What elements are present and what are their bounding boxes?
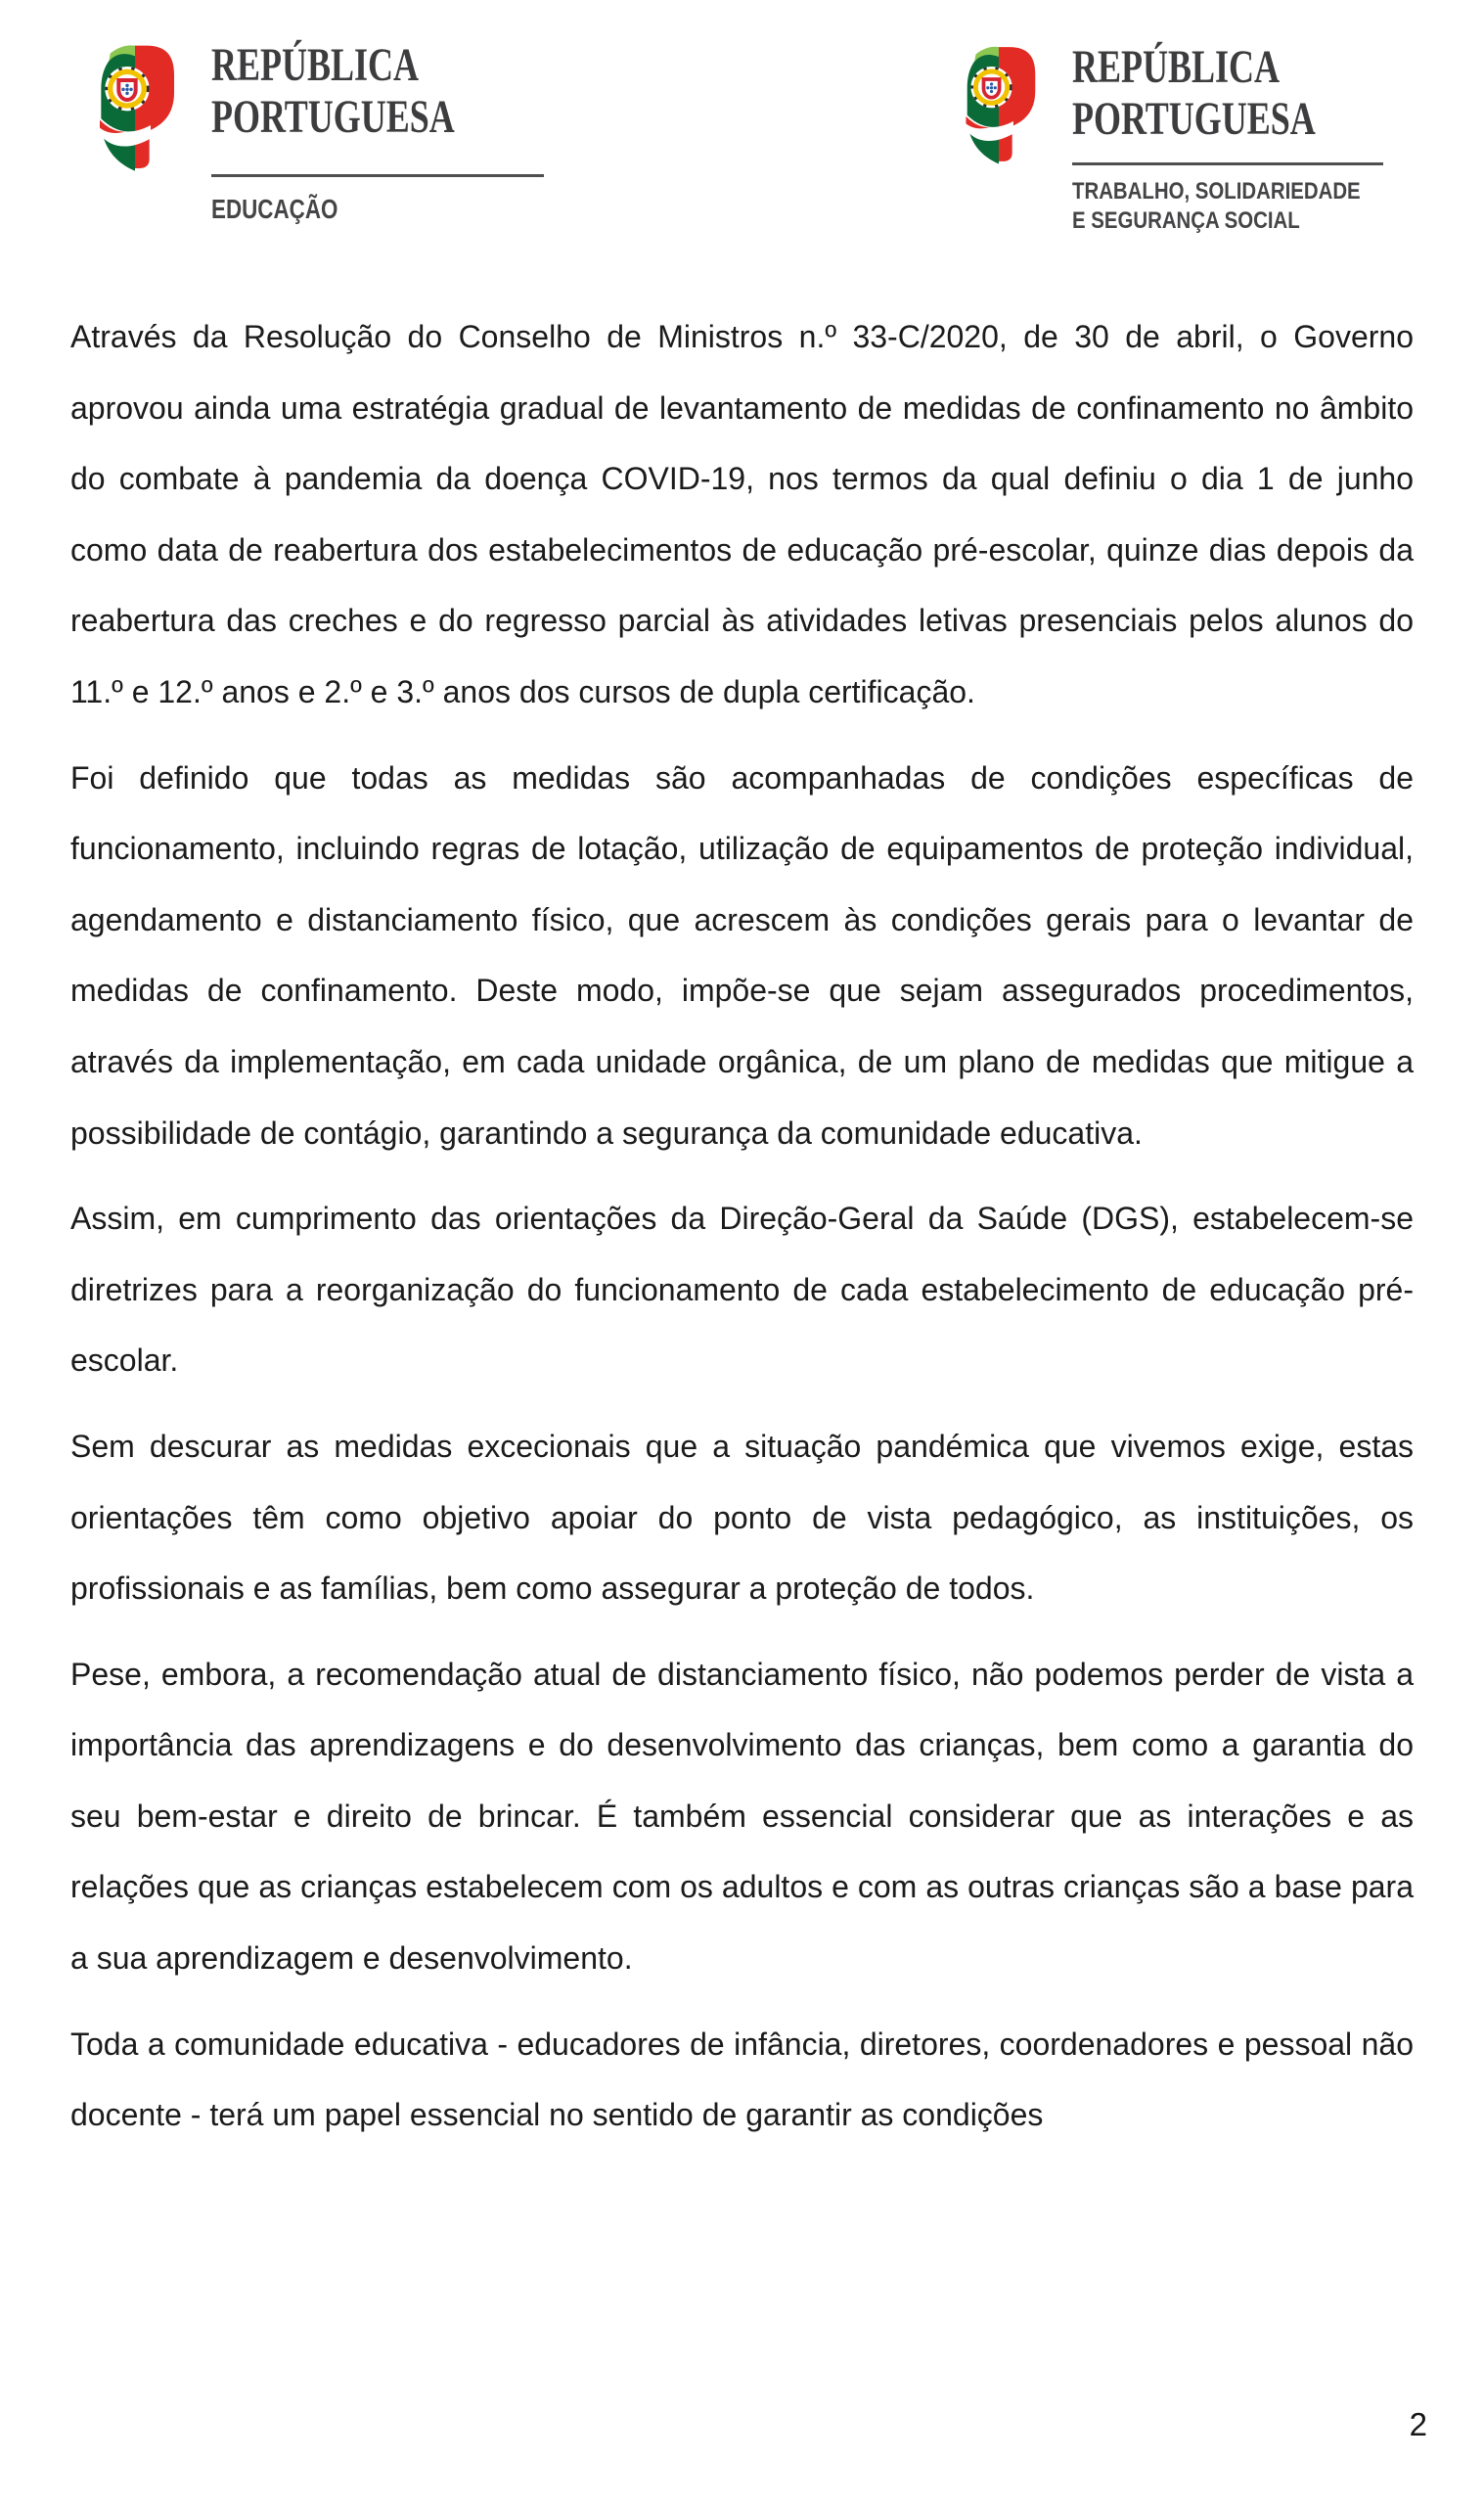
logo-title-line1: REPÚBLICA — [211, 39, 420, 91]
body-paragraph: Através da Resolução do Conselho de Ministros n.º 33-C/2020, de 30 de abril, o Governo aprovou ainda uma estratégia gradual de levantamento de medidas de confinamento no âmbito do combate à pandemia da doença COVID-19, nos termos da qual definiu o dia 1 de junho como data de reabertura dos estabelecimentos de educação pré-escolar, quinze dias depois da reabertura das creches e do regresso parcial às atividades letivas presenciais pelos alunos do 11.º e 12.º anos e 2.º e 3.º anos dos cursos de dupla certificação. — [70, 319, 1414, 709]
body-paragraph: Foi definido que todas as medidas são acompanhadas de condições específicas de funcionamento, incluindo regras de lotação, utilização de equipamentos de proteção individual, agendamento e distanciamento físico, que acrescem às condições gerais para o levantar de medidas de confinamento. Deste modo, impõe-se que sejam assegurados procedimentos, através da implementação, em cada unidade orgânica, de um plano de medidas que mitigue a possibilidade de contágio, garantindo a segurança da comunidade educativa. — [70, 759, 1414, 1151]
body-paragraph: Sem descurar as medidas excecionais que a situação pandémica que vivemos exige, estas orientações têm como objetivo apoiar do ponto de vista pedagógico, as instituições, os profissionais e as famílias, bem como assegurar a proteção de todos. — [70, 1428, 1414, 1607]
logo-title-line2: PORTUGUESA — [211, 91, 455, 143]
logo-title-line1: REPÚBLICA — [1072, 41, 1281, 93]
logo-title — [1072, 41, 1327, 145]
logo-text-block — [211, 39, 544, 226]
logo-divider — [1072, 162, 1383, 165]
republica-portuguesa-flag-icon — [92, 39, 178, 180]
logo-ministry-name — [1072, 177, 1361, 236]
ministry-line: TRABALHO, SOLIDARIEDADE — [1072, 178, 1361, 205]
republica-portuguesa-flag-icon — [959, 41, 1039, 172]
body-paragraph: Pese, embora, a recomendação atual de distanciamento físico, não podemos perder de vista a importância das aprendizagens e do desenvolvimento das crianças, bem como a garantia do seu bem-estar e direito de brincar. É também essencial considerar que as interações e as relações que as crianças estabelecem com os adultos e com as outras crianças são a base para a sua aprendizagem e desenvolvimento. — [70, 1656, 1414, 1977]
ministry-line: E SEGURANÇA SOCIAL — [1072, 207, 1300, 234]
logo-trabalho-solidariedade-seguranca-social — [959, 41, 1412, 236]
body-paragraph: Toda a comunidade educativa - educadores de infância, diretores, coordenadores e pessoal não docente - terá um papel essencial no sentido de garantir as condições — [70, 2026, 1414, 2133]
logo-ministry-name — [211, 193, 477, 226]
logo-educacao — [92, 39, 544, 226]
logo-title — [211, 39, 461, 143]
logo-text-block — [1072, 41, 1412, 236]
logo-title-line2: PORTUGUESA — [1072, 93, 1316, 145]
ministry-line: EDUCAÇÃO — [211, 194, 338, 224]
page-number: 2 — [1409, 2406, 1427, 2442]
body-paragraph: Assim, em cumprimento das orientações da Direção-Geral da Saúde (DGS), estabelecem-se diretrizes para a reorganização do funcionamento de cada estabelecimento de educação pré-escolar. — [70, 1201, 1414, 1379]
logo-divider — [211, 174, 544, 177]
